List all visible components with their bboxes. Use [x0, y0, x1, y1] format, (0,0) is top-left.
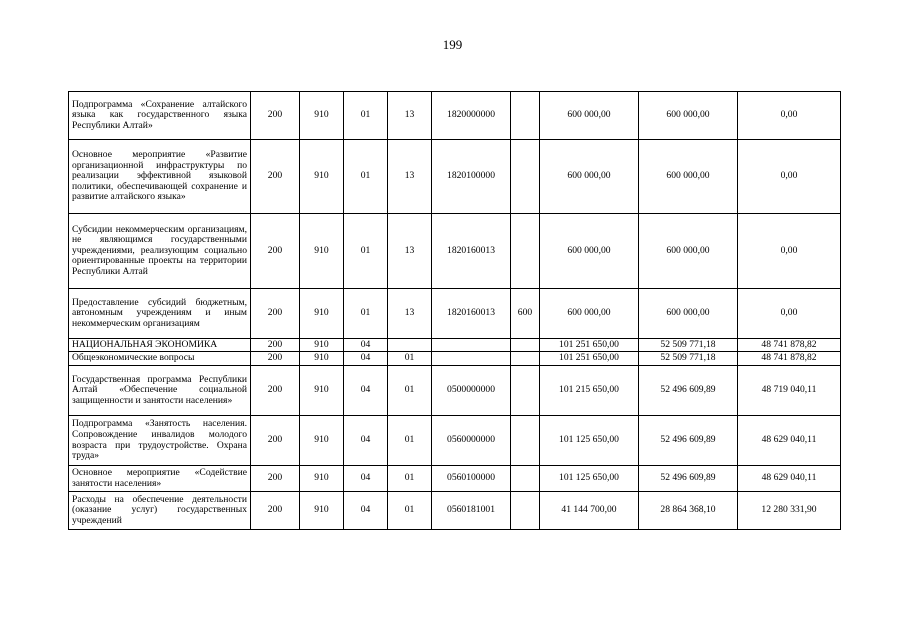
cell-code-1: 200	[251, 214, 300, 289]
cell-amount-2: 52 496 609,89	[639, 416, 738, 466]
cell-code-2: 910	[300, 366, 344, 416]
cell-target-article: 0560100000	[432, 466, 511, 492]
cell-amount-3: 48 719 040,11	[738, 366, 841, 416]
table-row	[69, 214, 841, 289]
cell-subsection: 01	[388, 466, 432, 492]
cell-section: 01	[344, 214, 388, 289]
table-row	[69, 416, 841, 466]
cell-expense-type	[511, 140, 540, 214]
cell-expense-type	[511, 352, 540, 366]
cell-expense-type: 600	[511, 289, 540, 339]
cell-amount-3: 48 629 040,11	[738, 466, 841, 492]
cell-code-2: 910	[300, 214, 344, 289]
table-row	[69, 366, 841, 416]
cell-section: 04	[344, 416, 388, 466]
table-row	[69, 289, 841, 339]
cell-code-1: 200	[251, 492, 300, 530]
cell-amount-1: 101 125 650,00	[540, 466, 639, 492]
cell-amount-2: 600 000,00	[639, 140, 738, 214]
cell-amount-2: 600 000,00	[639, 214, 738, 289]
table-row	[69, 352, 841, 366]
cell-code-2: 910	[300, 492, 344, 530]
cell-target-article	[432, 352, 511, 366]
cell-subsection: 01	[388, 416, 432, 466]
table-row	[69, 492, 841, 530]
cell-expense-type	[511, 339, 540, 352]
cell-code-1: 200	[251, 366, 300, 416]
cell-target-article: 0500000000	[432, 366, 511, 416]
cell-code-2: 910	[300, 140, 344, 214]
row-name: Подпрограмма «Сохранение алтайского языка как государственного языка Республики Алтай»	[69, 92, 251, 140]
row-name: Предоставление субсидий бюджетным, автономным учреждениям и иным некоммерческим организациям	[69, 289, 251, 339]
budget-table	[68, 91, 841, 530]
row-name: Расходы на обеспечение деятельности (оказание услуг) государственных учреждений	[69, 492, 251, 530]
cell-amount-3: 0,00	[738, 140, 841, 214]
cell-amount-1: 600 000,00	[540, 140, 639, 214]
cell-code-1: 200	[251, 416, 300, 466]
cell-subsection: 01	[388, 352, 432, 366]
cell-target-article: 1820160013	[432, 289, 511, 339]
cell-code-2: 910	[300, 466, 344, 492]
cell-code-1: 200	[251, 92, 300, 140]
cell-code-2: 910	[300, 339, 344, 352]
cell-amount-3: 12 280 331,90	[738, 492, 841, 530]
table-row	[69, 466, 841, 492]
cell-section: 01	[344, 140, 388, 214]
cell-amount-1: 101 125 650,00	[540, 416, 639, 466]
cell-amount-2: 52 509 771,18	[639, 352, 738, 366]
cell-subsection: 13	[388, 214, 432, 289]
row-name: Основное мероприятие «Развитие организационной инфраструктуры по реализации эффективной языковой политики, обеспечивающей сохранение и развитие алтайского языка»	[69, 140, 251, 214]
cell-amount-3: 0,00	[738, 214, 841, 289]
cell-target-article: 1820160013	[432, 214, 511, 289]
cell-amount-3: 48 741 878,82	[738, 339, 841, 352]
table-row	[69, 140, 841, 214]
table-row	[69, 92, 841, 140]
cell-section: 01	[344, 289, 388, 339]
cell-amount-1: 41 144 700,00	[540, 492, 639, 530]
cell-section: 04	[344, 466, 388, 492]
cell-code-1: 200	[251, 140, 300, 214]
cell-expense-type	[511, 416, 540, 466]
row-name: Субсидии некоммерческим организациям, не являющимся государственными учреждениями, реализующим социально ориентированные проекты на территории Республики Алтай	[69, 214, 251, 289]
cell-section: 04	[344, 492, 388, 530]
cell-subsection: 01	[388, 366, 432, 416]
cell-amount-3: 48 741 878,82	[738, 352, 841, 366]
cell-target-article: 0560181001	[432, 492, 511, 530]
cell-expense-type	[511, 214, 540, 289]
cell-code-1: 200	[251, 289, 300, 339]
cell-amount-2: 600 000,00	[639, 92, 738, 140]
cell-target-article: 1820100000	[432, 140, 511, 214]
cell-expense-type	[511, 466, 540, 492]
cell-code-1: 200	[251, 466, 300, 492]
cell-amount-1: 101 251 650,00	[540, 352, 639, 366]
row-name: Основное мероприятие «Содействие занятости населения»	[69, 466, 251, 492]
cell-amount-1: 101 215 650,00	[540, 366, 639, 416]
cell-expense-type	[511, 366, 540, 416]
cell-amount-3: 0,00	[738, 92, 841, 140]
cell-amount-2: 52 509 771,18	[639, 339, 738, 352]
table-row	[69, 339, 841, 352]
cell-amount-1: 600 000,00	[540, 214, 639, 289]
cell-amount-2: 600 000,00	[639, 289, 738, 339]
cell-section: 04	[344, 339, 388, 352]
cell-code-1: 200	[251, 339, 300, 352]
cell-subsection: 13	[388, 140, 432, 214]
cell-amount-2: 52 496 609,89	[639, 366, 738, 416]
cell-code-2: 910	[300, 289, 344, 339]
cell-subsection: 01	[388, 492, 432, 530]
cell-amount-3: 48 629 040,11	[738, 416, 841, 466]
cell-amount-1: 101 251 650,00	[540, 339, 639, 352]
cell-code-2: 910	[300, 352, 344, 366]
cell-code-1: 200	[251, 352, 300, 366]
cell-subsection: 13	[388, 289, 432, 339]
cell-expense-type	[511, 492, 540, 530]
cell-subsection	[388, 339, 432, 352]
cell-section: 04	[344, 352, 388, 366]
cell-expense-type	[511, 92, 540, 140]
row-name: Государственная программа Республики Алтай «Обеспечение социальной защищенности и занятости населения»	[69, 366, 251, 416]
cell-amount-3: 0,00	[738, 289, 841, 339]
cell-target-article: 0560000000	[432, 416, 511, 466]
cell-section: 01	[344, 92, 388, 140]
row-name: Общеэкономические вопросы	[69, 352, 251, 366]
cell-target-article	[432, 339, 511, 352]
cell-code-2: 910	[300, 416, 344, 466]
cell-subsection: 13	[388, 92, 432, 140]
cell-section: 04	[344, 366, 388, 416]
row-name: Подпрограмма «Занятость населения. Сопровождение инвалидов молодого возраста при трудоустройстве. Охрана труда»	[69, 416, 251, 466]
cell-amount-2: 28 864 368,10	[639, 492, 738, 530]
cell-amount-1: 600 000,00	[540, 92, 639, 140]
cell-code-2: 910	[300, 92, 344, 140]
cell-target-article: 1820000000	[432, 92, 511, 140]
page-number: 199	[442, 37, 463, 52]
cell-amount-2: 52 496 609,89	[639, 466, 738, 492]
cell-amount-1: 600 000,00	[540, 289, 639, 339]
row-name: НАЦИОНАЛЬНАЯ ЭКОНОМИКА	[69, 339, 251, 352]
